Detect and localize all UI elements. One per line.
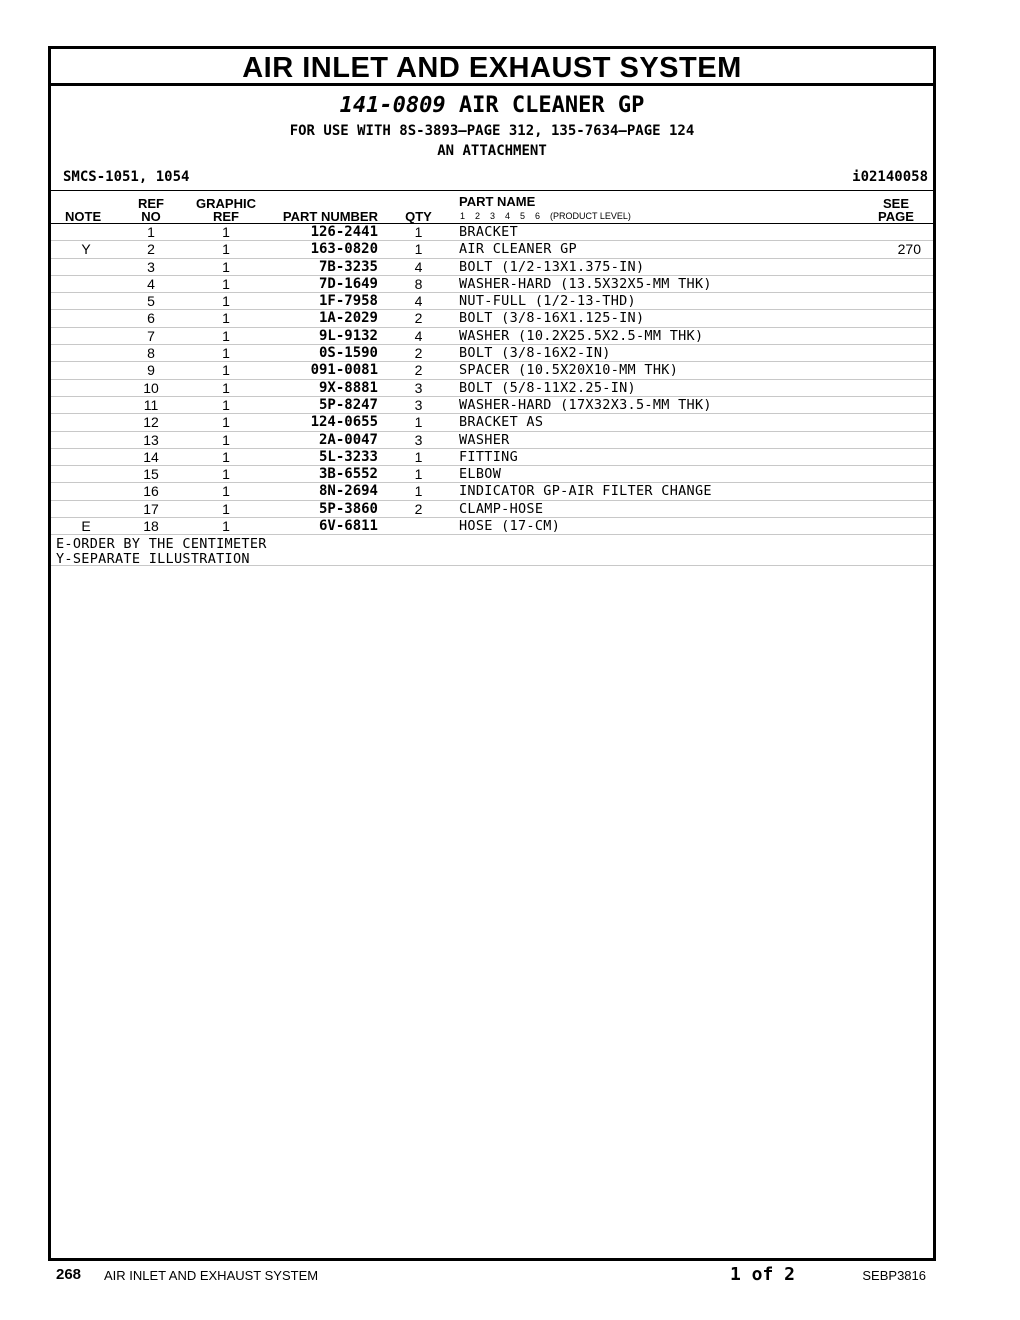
ref-no-cell: 18: [143, 518, 159, 535]
part-name-cell: WASHER: [459, 431, 510, 448]
part-number-cell: 091-0081: [310, 362, 378, 379]
part-name-cell: NUT-FULL (1/2-13-THD): [459, 293, 636, 310]
part-number-cell: 9X-8881: [318, 379, 378, 396]
ref-no-cell: 14: [143, 448, 159, 465]
section-title: AIR INLET AND EXHAUST SYSTEM: [51, 49, 933, 86]
ref-no-cell: 1: [147, 224, 155, 240]
part-name-cell: BOLT (5/8-11X2.25-IN): [459, 379, 636, 396]
part-number-cell: 124-0655: [310, 414, 378, 431]
table-row: [51, 362, 933, 379]
part-name-cell: WASHER-HARD (13.5X32X5-MM THK): [459, 275, 712, 292]
col-header-see-bottom: PAGE: [878, 209, 914, 224]
part-number-cell: 6V-6811: [318, 518, 378, 535]
table-row: [51, 293, 933, 310]
quantity-cell: 1: [414, 414, 423, 431]
ref-no-cell: 9: [147, 362, 155, 379]
graphic-ref-cell: 1: [222, 466, 230, 483]
graphic-ref-cell: 1: [222, 345, 230, 362]
ref-no-cell: 2: [147, 241, 155, 258]
part-name-cell: FITTING: [459, 448, 518, 465]
graphic-ref-cell: 1: [222, 362, 230, 379]
table-row: [51, 449, 933, 466]
part-number-cell: 7B-3235: [318, 258, 378, 275]
graphic-ref-cell: 1: [222, 310, 230, 327]
quantity-cell: 1: [414, 483, 423, 500]
graphic-ref-cell: 1: [222, 518, 230, 535]
part-name-cell: AIR CLEANER GP: [459, 241, 577, 258]
smcs-codes: SMCS-1051, 1054: [63, 169, 190, 185]
ref-no-cell: 17: [143, 500, 159, 517]
table-row: [51, 397, 933, 414]
parts-table: [51, 224, 933, 566]
table-row: [51, 380, 933, 397]
note-cell: Y: [81, 241, 91, 258]
col-header-see-top: SEE: [882, 196, 909, 211]
part-name-cell: BRACKET: [459, 224, 518, 240]
quantity-cell: 2: [414, 500, 423, 517]
graphic-ref-cell: 1: [222, 224, 230, 240]
footer-page-count: 1 of 2: [730, 1264, 796, 1285]
quantity-cell: 4: [414, 327, 423, 344]
ref-no-cell: 7: [147, 327, 155, 344]
document-identifier: i02140058: [852, 169, 928, 185]
graphic-ref-cell: 1: [222, 275, 230, 292]
quantity-cell: 8: [414, 275, 423, 292]
ref-no-cell: 10: [143, 379, 159, 396]
page-frame: [48, 46, 936, 1261]
quantity-cell: 2: [414, 310, 423, 327]
graphic-ref-cell: 1: [222, 483, 230, 500]
table-row: [51, 276, 933, 293]
part-name-cell: BOLT (3/8-16X1.125-IN): [459, 310, 645, 327]
quantity-cell: 3: [414, 379, 423, 396]
graphic-ref-cell: 1: [222, 396, 230, 413]
col-header-part-name: PART NAME: [459, 194, 536, 209]
graphic-ref-cell: 1: [222, 379, 230, 396]
ref-no-cell: 11: [143, 396, 159, 413]
group-number: 141-0809: [339, 93, 446, 118]
note-line: E-ORDER BY THE CENTIMETER: [56, 536, 267, 553]
part-name-cell: WASHER (10.2X25.5X2.5-MM THK): [459, 327, 704, 344]
notes-block: [51, 535, 933, 566]
group-title: [51, 93, 933, 118]
part-name-cell: BOLT (3/8-16X2-IN): [459, 345, 611, 362]
table-row: [51, 259, 933, 276]
ref-no-cell: 8: [147, 345, 155, 362]
table-row: [51, 345, 933, 362]
quantity-cell: 1: [414, 241, 423, 258]
part-name-cell: BRACKET AS: [459, 414, 544, 431]
use-with-line: FOR USE WITH 8S-3893—PAGE 312, 135-7634—PAGE 124: [289, 123, 695, 139]
see-page-cell: 270: [897, 241, 921, 258]
header-rule: [51, 190, 933, 191]
col-header-graphic-bottom: REF: [213, 209, 239, 224]
table-row: [51, 518, 933, 535]
quantity-cell: 3: [414, 431, 423, 448]
col-header-qty: QTY: [405, 209, 432, 224]
graphic-ref-cell: 1: [222, 327, 230, 344]
table-row: [51, 224, 933, 241]
part-name-cell: WASHER-HARD (17X32X3.5-MM THK): [459, 396, 712, 413]
note-line: Y-SEPARATE ILLUSTRATION: [56, 551, 250, 568]
graphic-ref-cell: 1: [222, 241, 230, 258]
graphic-ref-cell: 1: [222, 500, 230, 517]
part-number-cell: 163-0820: [310, 241, 378, 258]
col-header-note: NOTE: [65, 209, 102, 224]
part-number-cell: 5P-8247: [318, 396, 378, 413]
graphic-ref-cell: 1: [222, 431, 230, 448]
ref-no-cell: 6: [147, 310, 155, 327]
ref-no-cell: 12: [143, 414, 159, 431]
quantity-cell: 4: [414, 258, 423, 275]
part-name-cell: CLAMP-HOSE: [459, 500, 544, 517]
quantity-cell: 2: [414, 362, 423, 379]
col-header-ref-bottom: NO: [141, 209, 161, 224]
attachment-line: AN ATTACHMENT: [437, 143, 547, 159]
product-level-legend: 1 2 3 4 5 6 (PRODUCT LEVEL): [460, 211, 631, 221]
part-number-cell: 5P-3860: [318, 500, 378, 517]
graphic-ref-cell: 1: [222, 414, 230, 431]
part-number-cell: 3B-6552: [318, 466, 378, 483]
graphic-ref-cell: 1: [222, 258, 230, 275]
part-number-cell: 0S-1590: [318, 345, 378, 362]
table-row: [51, 432, 933, 449]
part-name-cell: SPACER (10.5X20X10-MM THK): [459, 362, 679, 379]
ref-no-cell: 3: [147, 258, 155, 275]
group-name: AIR CLEANER GP: [458, 93, 645, 118]
graphic-ref-cell: 1: [222, 448, 230, 465]
table-row: [51, 414, 933, 431]
footer-section-title: AIR INLET AND EXHAUST SYSTEM: [104, 1268, 319, 1283]
quantity-cell: 1: [414, 466, 423, 483]
col-header-part-number: PART NUMBER: [282, 209, 378, 224]
quantity-cell: 3: [414, 396, 423, 413]
ref-no-cell: 13: [143, 431, 159, 448]
quantity-cell: 1: [414, 224, 423, 240]
part-name-cell: BOLT (1/2-13X1.375-IN): [459, 258, 645, 275]
quantity-cell: 1: [414, 448, 423, 465]
note-cell: E: [81, 518, 91, 535]
part-name-cell: INDICATOR GP-AIR FILTER CHANGE: [459, 483, 712, 500]
part-number-cell: 1F-7958: [318, 293, 378, 310]
ref-no-cell: 16: [143, 483, 159, 500]
part-number-cell: 5L-3233: [318, 448, 378, 465]
part-number-cell: 2A-0047: [318, 431, 378, 448]
footer-document-id: SEBP3816: [862, 1268, 926, 1283]
part-number-cell: 7D-1649: [318, 275, 378, 292]
col-header-graphic-top: GRAPHIC: [196, 196, 256, 211]
footer-page-number: 268: [56, 1266, 82, 1283]
col-header-ref-top: REF: [138, 196, 164, 211]
table-row: [51, 310, 933, 327]
part-name-cell: HOSE (17-CM): [459, 518, 561, 535]
table-row: [51, 466, 933, 483]
ref-no-cell: 5: [147, 293, 155, 310]
table-row: [51, 501, 933, 518]
ref-no-cell: 15: [143, 466, 159, 483]
part-number-cell: 9L-9132: [318, 327, 378, 344]
ref-no-cell: 4: [147, 275, 155, 292]
table-row: [51, 241, 933, 258]
part-number-cell: 8N-2694: [318, 483, 378, 500]
part-number-cell: 1A-2029: [318, 310, 378, 327]
part-name-cell: ELBOW: [459, 466, 502, 483]
quantity-cell: 4: [414, 293, 423, 310]
quantity-cell: 2: [414, 345, 423, 362]
table-row: [51, 483, 933, 500]
graphic-ref-cell: 1: [222, 293, 230, 310]
part-number-cell: 126-2441: [310, 224, 378, 240]
table-row: [51, 328, 933, 345]
